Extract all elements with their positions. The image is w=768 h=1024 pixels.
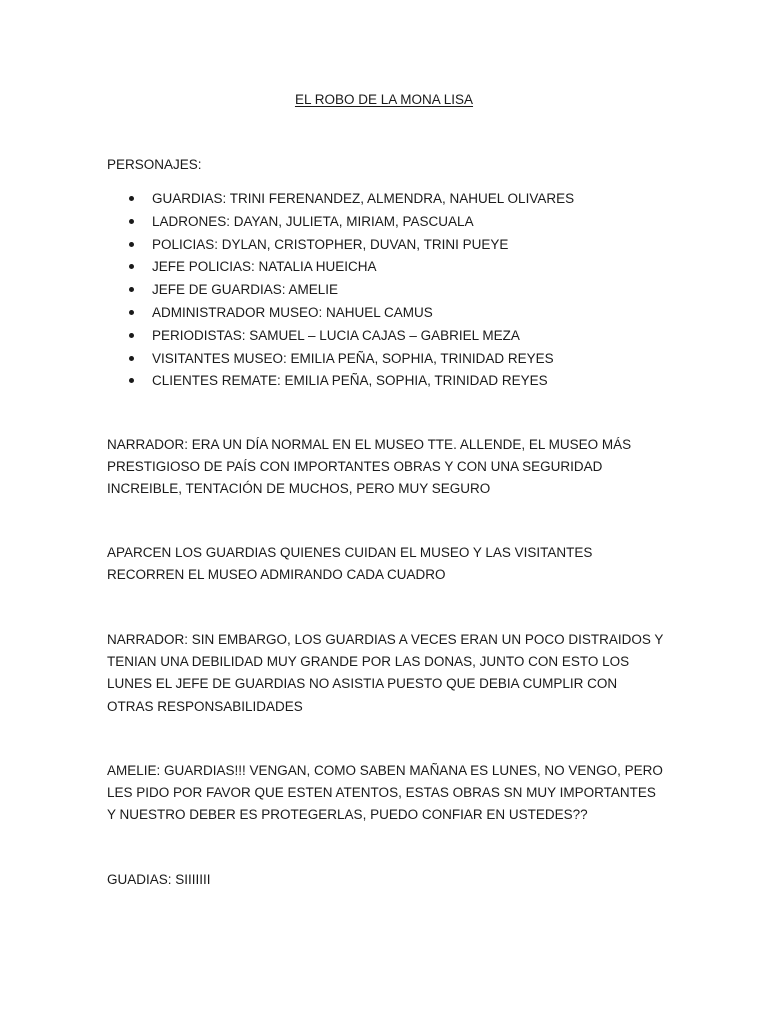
amelie-dialogue-paragraph: AMELIE: GUARDIAS!!! VENGAN, COMO SABEN MAÑANA ES LUNES, NO VENGO, PERO LES PIDO POR FAVOR QUE ESTEN ATENTOS, ESTAS OBRAS SN MUY IMPORTANTES Y NUESTRO DEBER ES PROTEGERLAS, PUEDO CONFIAR EN USTEDES?? (107, 763, 663, 823)
list-item (107, 303, 574, 326)
bullet-icon (129, 264, 134, 269)
bullet-icon (129, 242, 134, 247)
list-item (107, 326, 574, 349)
bullet-icon (129, 378, 134, 383)
cast-item-text: VISITANTES MUSEO: EMILIA PEÑA, SOPHIA, TRINIDAD REYES (152, 350, 554, 366)
cast-heading: PERSONAJES: (107, 157, 202, 172)
bullet-icon (129, 356, 134, 361)
cast-list (107, 189, 574, 394)
bullet-icon (129, 333, 134, 338)
cast-item-text: ADMINISTRADOR MUSEO: NAHUEL CAMUS (152, 304, 433, 320)
cast-item-text: JEFE DE GUARDIAS: AMELIE (152, 282, 339, 298)
list-item (107, 189, 574, 212)
list-item (107, 349, 574, 372)
list-item (107, 257, 574, 280)
cast-item-text: JEFE POLICIAS: NATALIA HUEICHA (152, 259, 377, 275)
narrator-paragraph-2: NARRADOR: SIN EMBARGO, LOS GUARDIAS A VECES ERAN UN POCO DISTRAIDOS Y TENIAN UNA DEBILIDAD MUY GRANDE POR LAS DONAS, JUNTO CON ESTO LOS LUNES EL JEFE DE GUARDIAS NO ASISTIA PUESTO QUE DEBIA CUMPLIR CON OTRAS RESPONSABILIDADES (107, 632, 664, 714)
list-item (107, 280, 574, 303)
list-item (107, 235, 574, 258)
bullet-icon (129, 310, 134, 315)
cast-item-text: POLICIAS: DYLAN, CRISTOPHER, DUVAN, TRINI PUEYE (152, 236, 509, 252)
list-item (107, 371, 574, 394)
narrator-paragraph-1: NARRADOR: ERA UN DÍA NORMAL EN EL MUSEO TTE. ALLENDE, EL MUSEO MÁS PRESTIGIOSO DE PAÍS CON IMPORTANTES OBRAS Y CON UNA SEGURIDAD INCREIBLE, TENTACIÓN DE MUCHOS, PERO MUY SEGURO (107, 437, 632, 497)
guards-dialogue-paragraph: GUADIAS: SIIIIIII (107, 872, 211, 887)
bullet-icon (129, 219, 134, 224)
cast-item-text: PERIODISTAS: SAMUEL – LUCIA CAJAS – GABRIEL MEZA (152, 327, 520, 343)
document-title: EL ROBO DE LA MONA LISA (294, 92, 474, 107)
stage-direction-paragraph: APARCEN LOS GUARDIAS QUIENES CUIDAN EL MUSEO Y LAS VISITANTES RECORREN EL MUSEO ADMIRANDO CADA CUADRO (107, 545, 593, 583)
list-item (107, 212, 574, 235)
bullet-icon (129, 196, 134, 201)
cast-item-text: LADRONES: DAYAN, JULIETA, MIRIAM, PASCUALA (152, 213, 474, 229)
cast-item-text: CLIENTES REMATE: EMILIA PEÑA, SOPHIA, TRINIDAD REYES (152, 373, 548, 389)
cast-item-text: GUARDIAS: TRINI FERENANDEZ, ALMENDRA, NAHUEL OLIVARES (152, 191, 575, 206)
bullet-icon (129, 287, 134, 292)
